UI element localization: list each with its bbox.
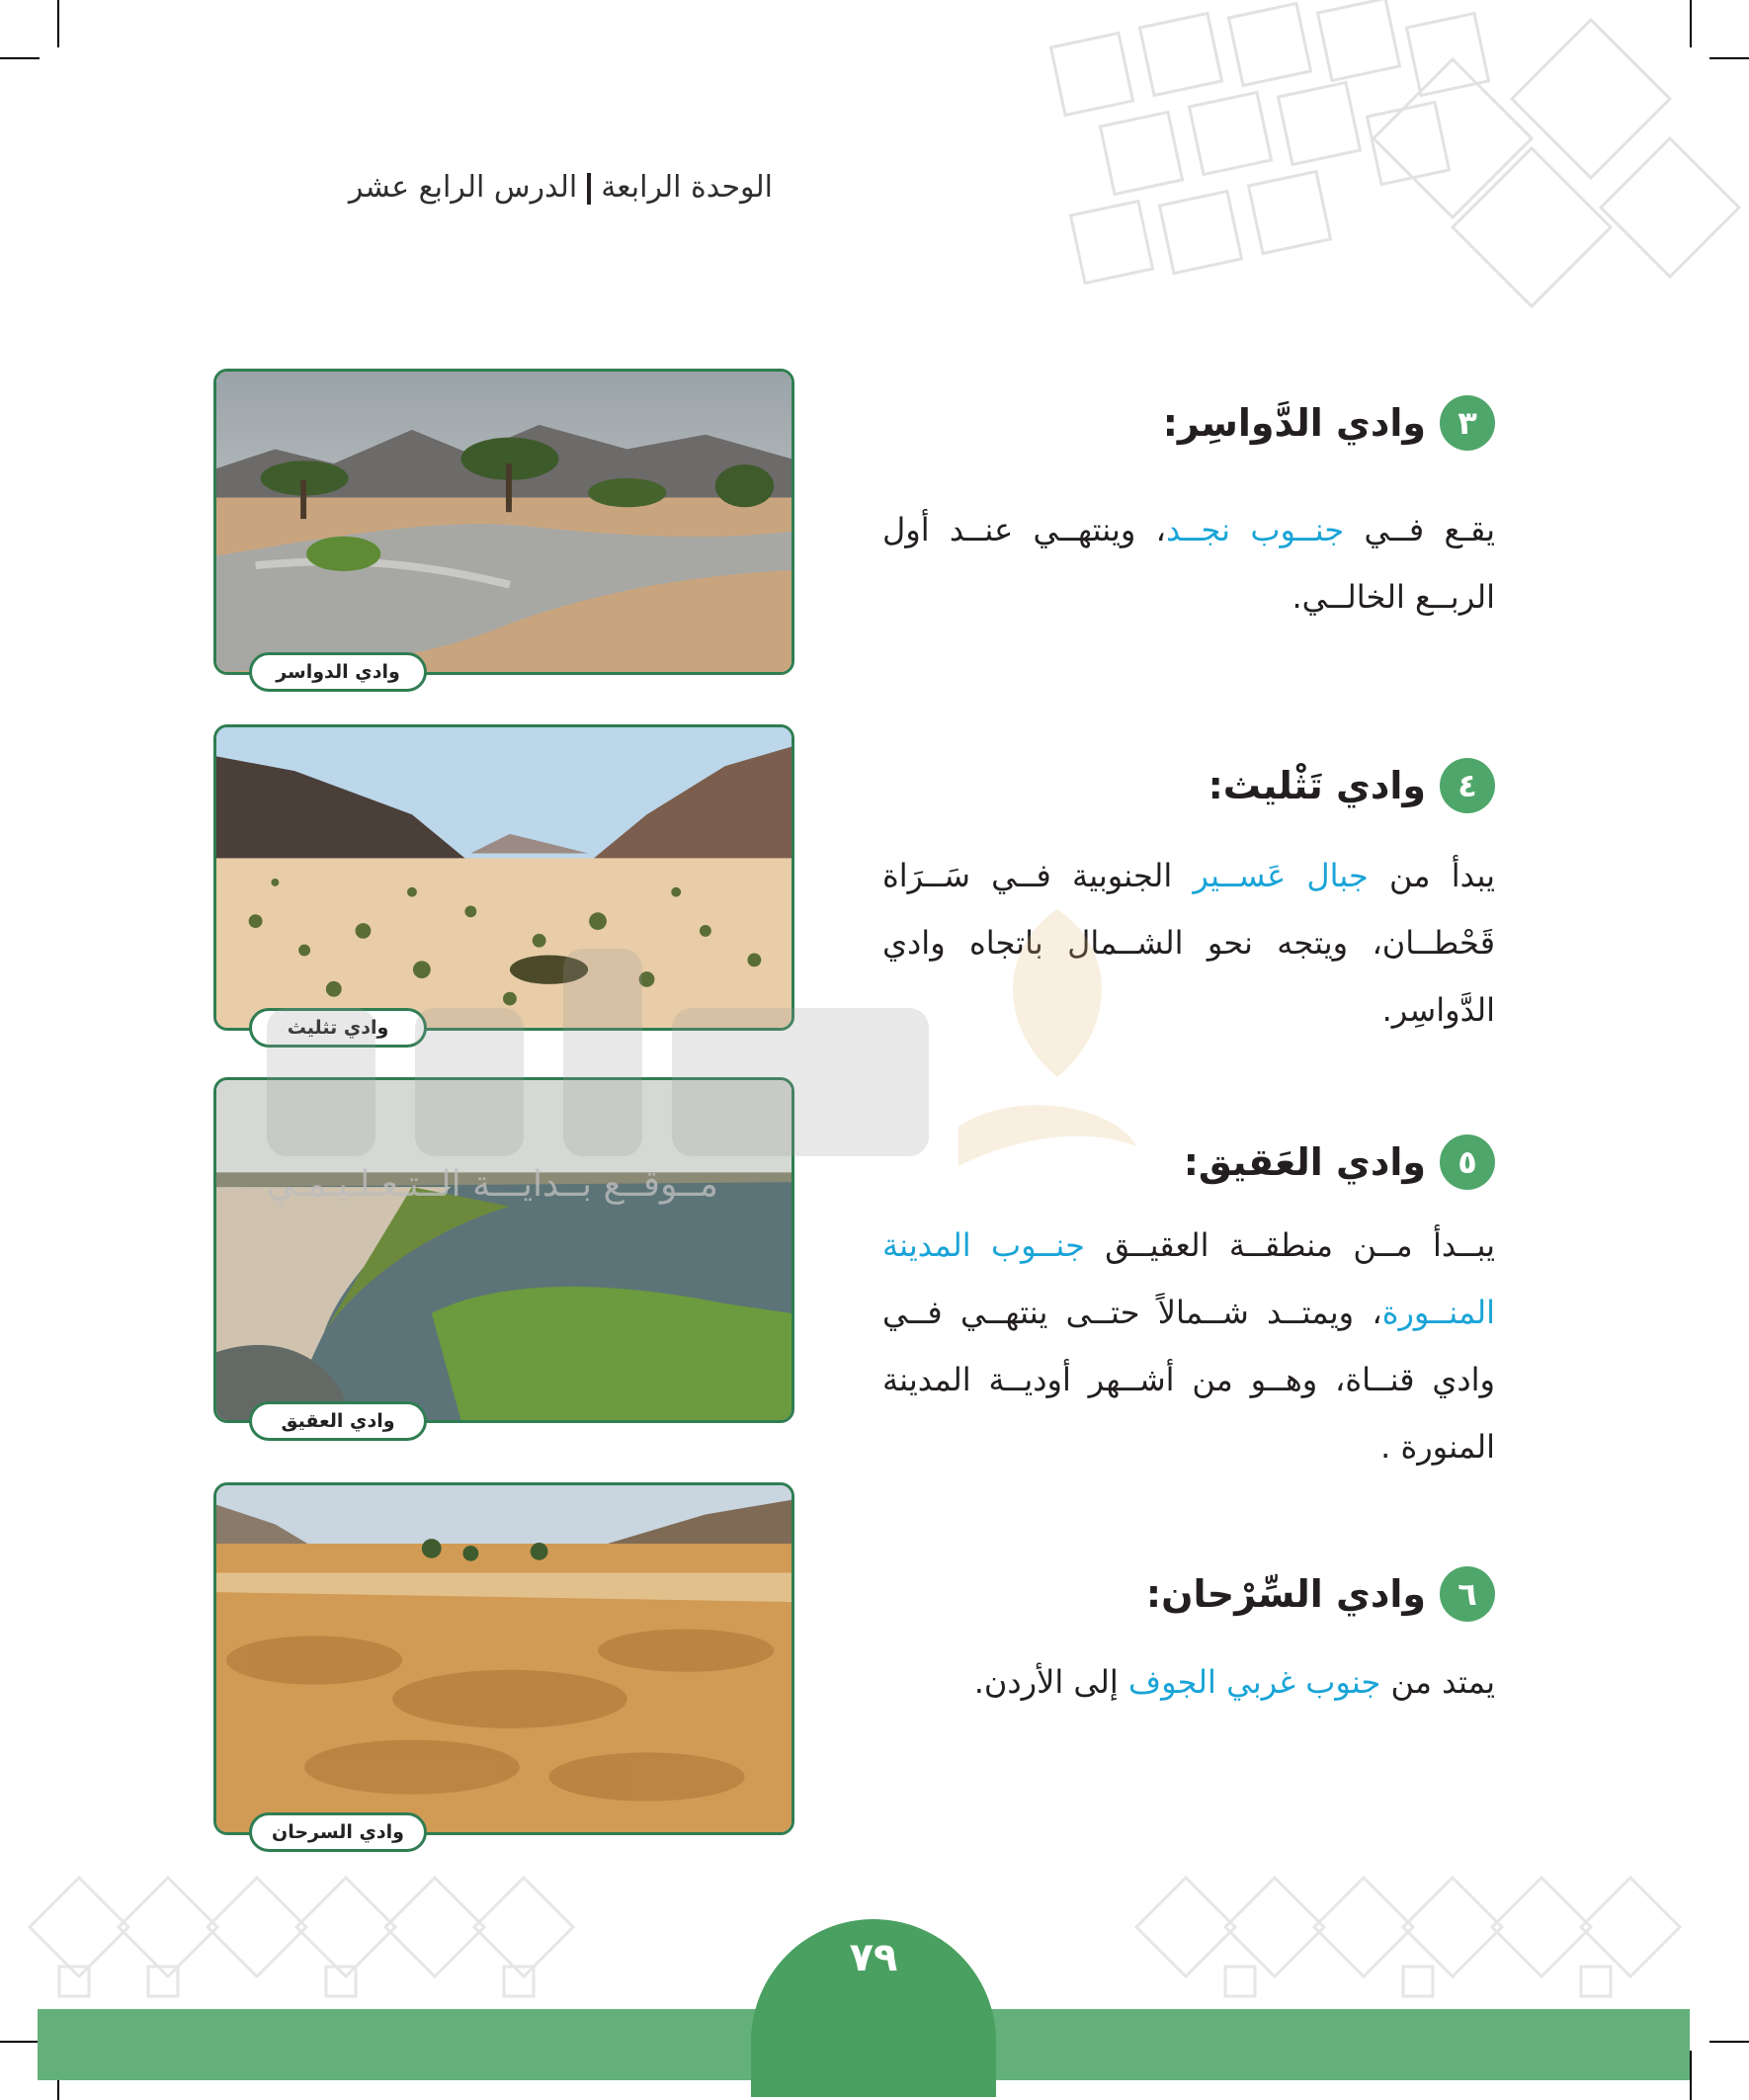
decorative-pattern-top xyxy=(1018,0,1749,326)
section-text-sirhan xyxy=(882,1648,1495,1716)
photo-caption: وادي السرحان xyxy=(249,1812,427,1852)
photo-wadi-dawasir xyxy=(213,369,794,675)
section-text-tathlith xyxy=(882,842,1495,1044)
section-title-sirhan xyxy=(1146,1566,1495,1622)
text-fragment: يمتد من xyxy=(1380,1663,1495,1701)
text-fragment: يقـع فــي xyxy=(1344,511,1496,548)
section-number-badge: ٣ xyxy=(1440,395,1495,451)
photo-wadi-tathlith xyxy=(213,724,794,1031)
section-title-aqiq xyxy=(1184,1134,1495,1190)
text-fragment: ، وينتهــي عنــد أول الربــع الخالــي. xyxy=(882,511,1495,616)
section-text-dawasir xyxy=(882,496,1495,630)
unit-label: الوحدة الرابعة xyxy=(601,170,773,205)
crop-mark xyxy=(0,57,40,59)
photo-wadi-aqiq xyxy=(213,1077,794,1423)
section-heading: وادي تَثْليث: xyxy=(1208,764,1426,807)
text-fragment: الجنوبية فــي سَــرَاة قَحْطــان، ويتجه نحو الشــمال باتجاه وادي الدَّواسِر. xyxy=(882,857,1495,1029)
highlight-text: جنوب غربي الجوف xyxy=(1127,1663,1381,1701)
crop-mark xyxy=(1709,2041,1749,2043)
lesson-label: الدرس الرابع عشر xyxy=(348,170,578,205)
section-number-badge: ٦ xyxy=(1440,1566,1495,1622)
text-fragment: يبــدأ مــن منطقــة العقيــق xyxy=(1084,1226,1496,1264)
section-title-dawasir xyxy=(1163,395,1495,451)
section-text-aqiq xyxy=(882,1212,1495,1480)
photo-caption: وادي الدواسر xyxy=(249,652,427,692)
photo-caption: وادي تثليث xyxy=(249,1008,427,1048)
section-number-badge: ٤ xyxy=(1440,758,1495,813)
text-fragment: ، ويمتــد شــمالاً حتــى ينتهــي فــي وادي قنــاة، وهــو من أشــهر أوديــة المدينة المنورة . xyxy=(882,1294,1495,1466)
section-heading: وادي العَقيق: xyxy=(1183,1140,1426,1184)
highlight-text: جنــوب نجــد xyxy=(1165,511,1345,548)
photo-wadi-sirhan xyxy=(213,1482,794,1835)
header-divider xyxy=(587,173,591,205)
text-fragment: يبدأ من xyxy=(1368,857,1495,894)
section-number-badge: ٥ xyxy=(1440,1134,1495,1190)
highlight-text: جنــوب المدينة المنــورة xyxy=(882,1226,1495,1331)
photo-caption: وادي العقيق xyxy=(249,1401,427,1441)
highlight-text: جبال عَســير xyxy=(1193,857,1369,894)
crop-mark xyxy=(1690,2051,1692,2100)
section-heading: وادي الدَّواسِر: xyxy=(1162,401,1426,445)
section-heading: وادي السِّرْحان: xyxy=(1145,1572,1426,1616)
crop-mark xyxy=(0,2041,40,2043)
text-fragment: إلى الأردن. xyxy=(973,1663,1128,1701)
section-title-tathlith xyxy=(1208,758,1495,813)
watermark-text: مــوقــع بــدايـــة الــتـعـلـيـمـي xyxy=(267,1164,718,1205)
crop-mark xyxy=(57,0,59,47)
page-header xyxy=(219,170,773,213)
page-number: ٧٩ xyxy=(849,1935,898,1980)
